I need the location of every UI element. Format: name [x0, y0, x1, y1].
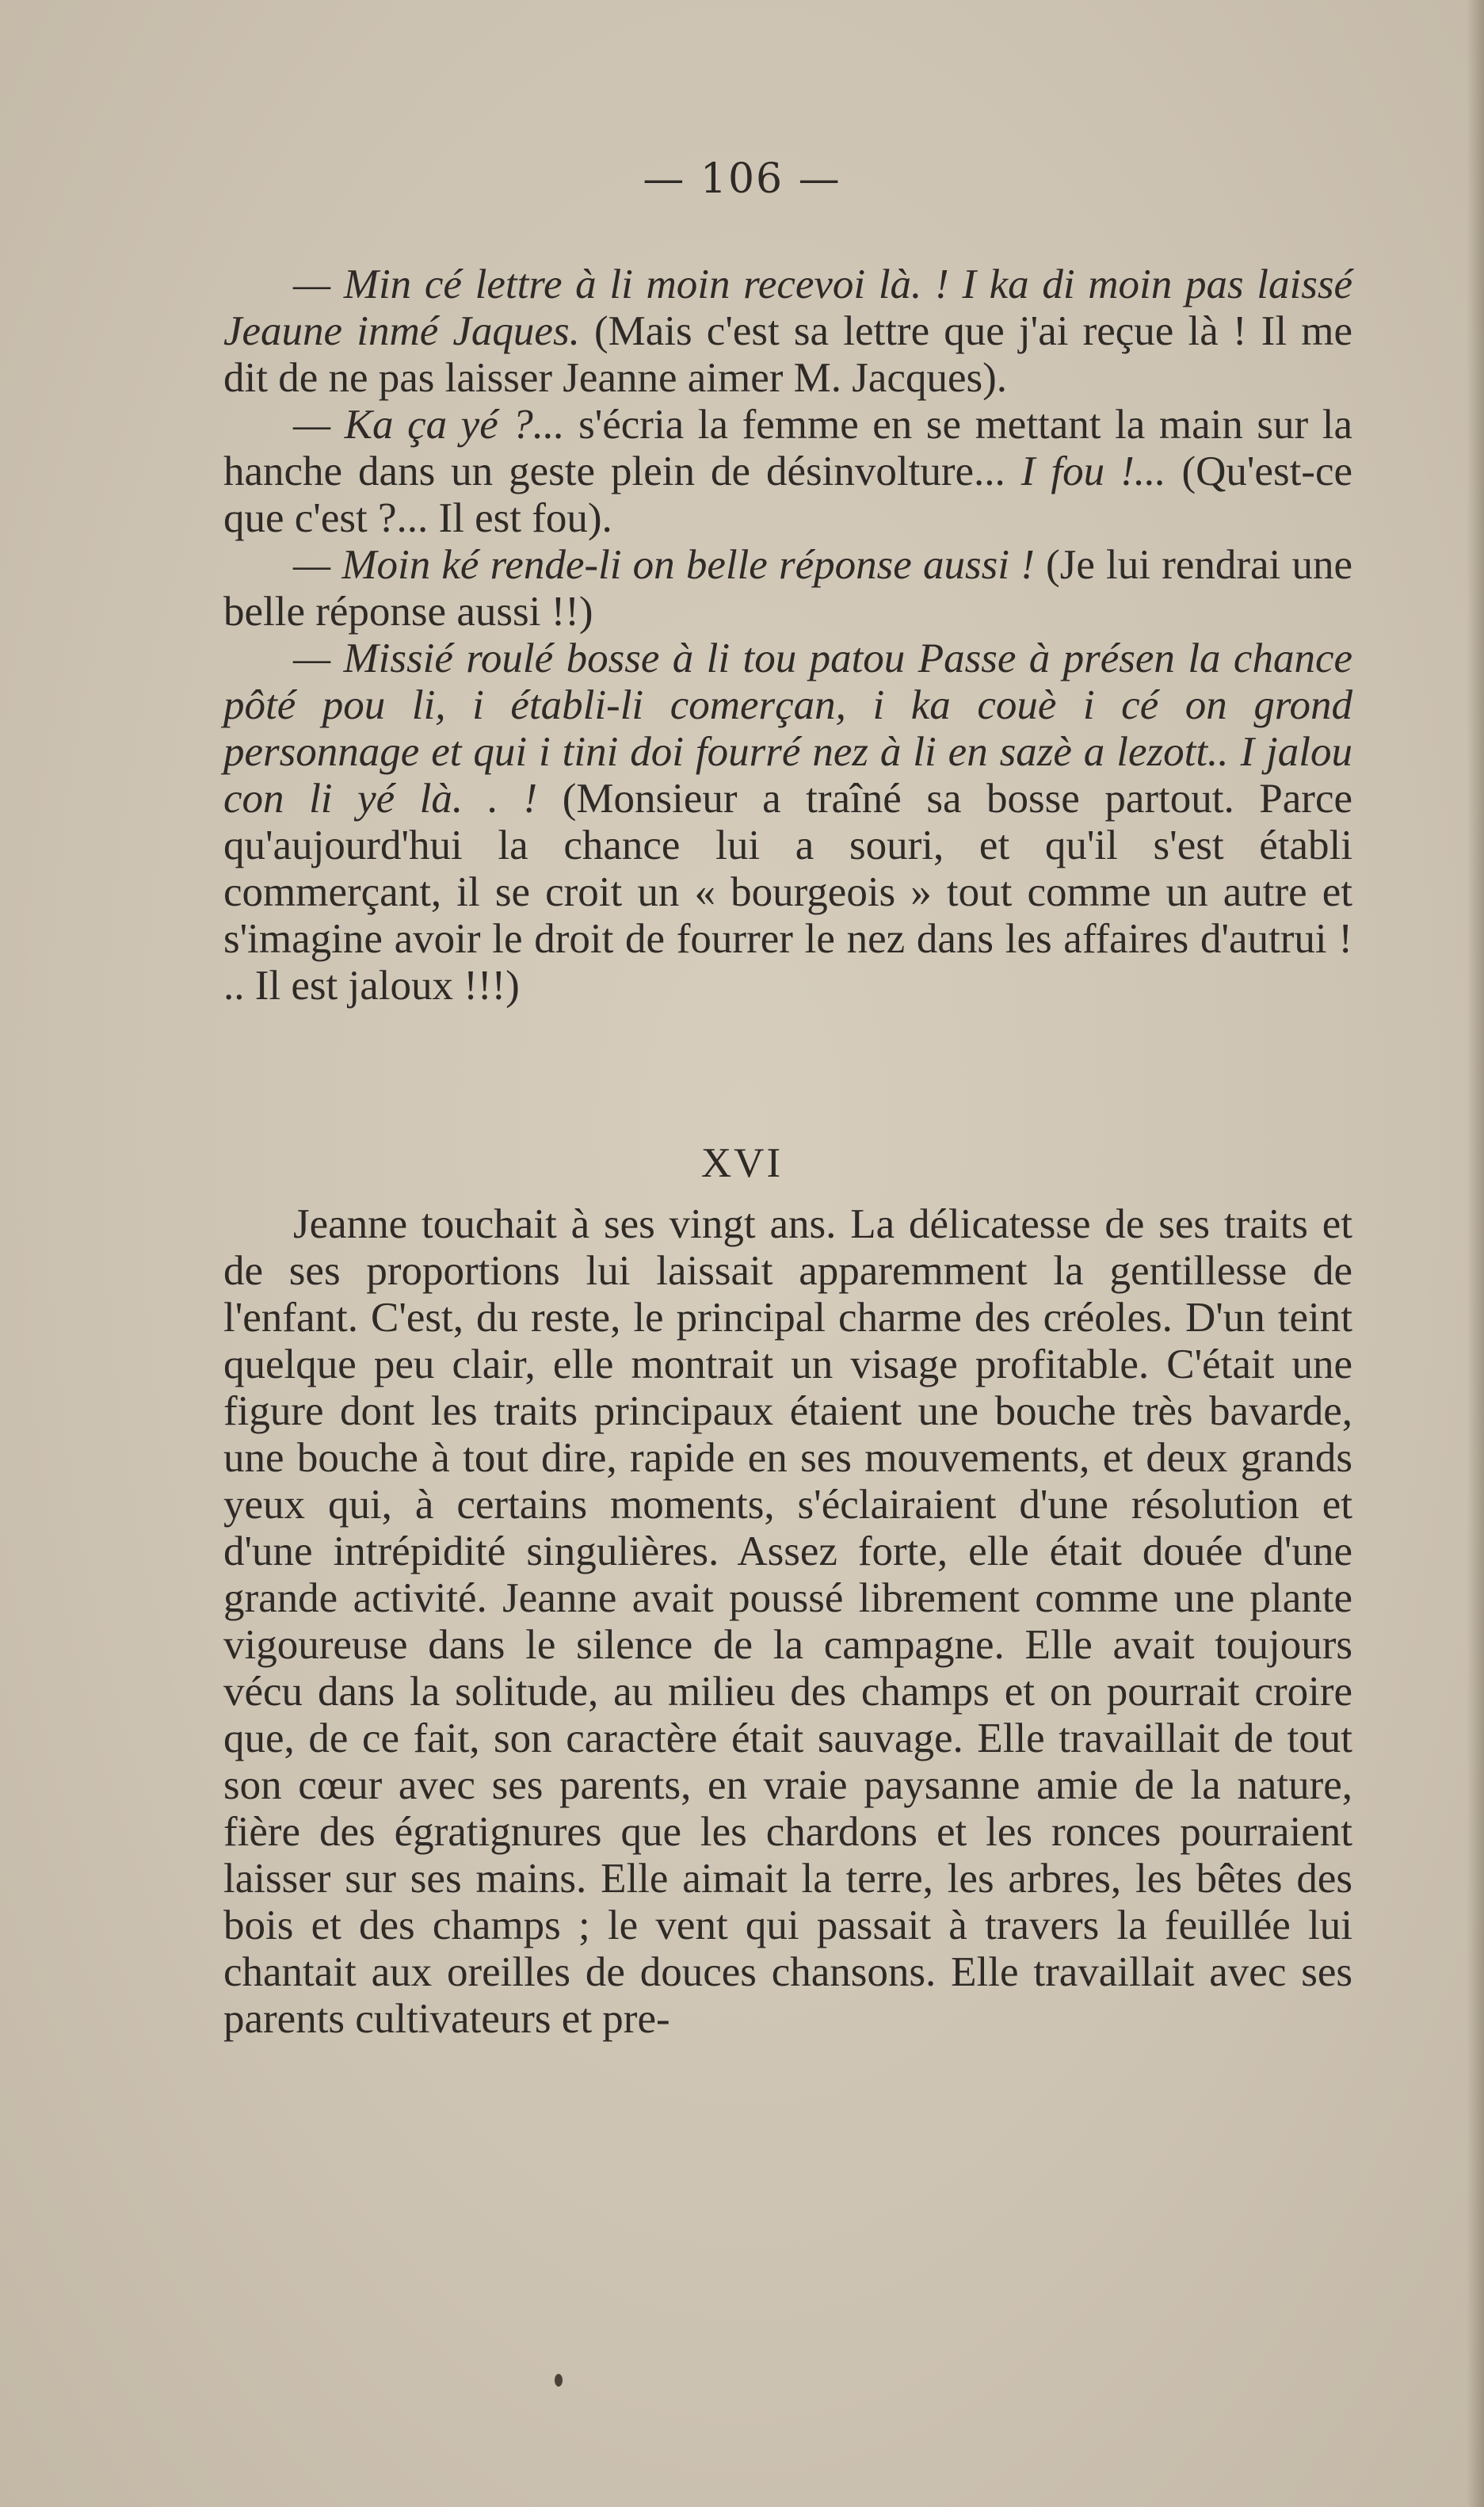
dialogue-paragraph — [223, 261, 1352, 402]
dialogue-paragraph — [223, 542, 1352, 635]
creole-text: — Missié roulé bosse à li tou patou Passe à présen la chance pôté pou li, i établi-li comerçan, i ka couè i cé on grond personnage et qui i tini doi fourré nez à li en sazè a lezott.. I jalou con li yé là. . ! — [223, 635, 1352, 822]
creole-text: I fou !... — [1020, 448, 1166, 494]
dialogue-paragraph — [223, 635, 1352, 1009]
narrative-paragraph: Jeanne touchait à ses vingt ans. La délicatesse de ses traits et de ses proportions lui laissait apparemment la gentillesse de l'enfant. C'est, du reste, le principal charme des créoles. D'un teint quelque peu clair, elle montrait un visage profitable. C'était une figure dont les traits principaux étaient une bouche très bavarde, une bouche à tout dire, rapide en ses mouvements, et deux grands yeux qui, à certains moments, s'éclairaient d'une résolution et d'une intrépidité singulières. Assez forte, elle était douée d'une grande activité. Jeanne avait poussé librement comme une plante vigoureuse dans le silence de la campagne. Elle avait toujours vécu dans la solitude, au milieu des champs et on pourrait croire que, de ce fait, son caractère était sauvage. Elle travaillait de tout son cœur avec ses parents, en vraie paysanne amie de la nature, fière des égratignures que les chardons et les ronces pourraient laisser sur ses mains. Elle aimait la terre, les arbres, les bêtes des bois et des champs ; le vent qui passait à travers la feuillée lui chantait aux oreilles de douces chansons. Elle travaillait avec ses parents cultivateurs et pre- — [223, 1201, 1352, 2042]
dialogue-block — [223, 261, 1352, 1009]
page-edge-shadow — [1467, 0, 1484, 2507]
french-translation: (Mais c'est sa lettre que j'ai reçue là ! Il me dit de ne pas laisser Jeanne aimer M. Jacques). — [223, 308, 1352, 401]
french-translation: (Je lui rendrai une belle réponse aussi !!) — [223, 542, 1352, 635]
french-translation: (Qu'est-ce que c'est ?... Il est fou). — [223, 448, 1352, 541]
ink-speck — [555, 2374, 563, 2387]
french-translation: (Monsieur a traîné sa bosse partout. Parce qu'aujourd'hui la chance lui a souri, et qu'il s'est établi commerçant, il se croit un « bourgeois » tout comme un autre et s'imagine avoir le droit de fourrer le nez dans les affaires d'autrui ! .. Il est jaloux !!!) — [223, 776, 1353, 1009]
narrative-block — [223, 1201, 1352, 2043]
section-heading: XVI — [700, 1140, 784, 1186]
creole-text: — Ka ça yé ?... — [293, 402, 565, 448]
creole-text: — Moin ké rende-li on belle réponse aussi ! — [293, 542, 1035, 588]
dialogue-paragraph — [223, 402, 1352, 542]
page-number: — 106 — — [643, 155, 841, 203]
creole-text: — Min cé lettre à li moin recevoi là. ! I ka di moin pas laissé Jeaune inmé Jaques. — [223, 261, 1352, 354]
french-narration: s'écria la femme en se mettant la main sur la hanche dans un geste plein de désinvolture... — [223, 402, 1352, 494]
